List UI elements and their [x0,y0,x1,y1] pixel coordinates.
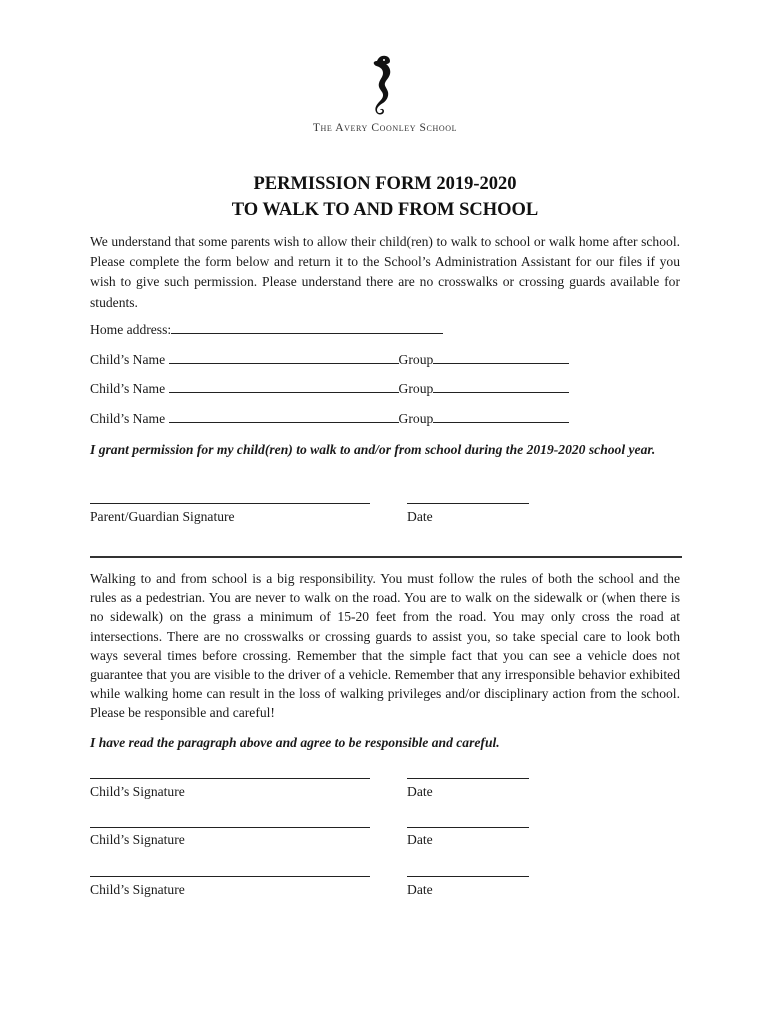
child-row-3 [90,409,569,427]
form-title-line-1: PERMISSION FORM 2019-2020 [253,174,517,194]
child-date-label-2: Date [407,832,433,847]
parent-signature-line[interactable] [90,503,370,504]
child-name-label: Child’s Name [90,411,166,426]
form-title-line-2: TO WALK TO AND FROM SCHOOL [231,200,539,220]
child-row-2 [90,379,569,397]
walking-rules-paragraph: Walking to and from school is a big responsibility. You must follow the rules of both the school and the rules as a pedestrian. You are never to walk on the road. You are to walk on the sidewalk or (when there is no sidewalk) on the grass a minimum of 15-20 feet from the road. You may only cross the road at intersections. There are no crosswalks or crossing guards to assist you, so take special care to look both ways several times before crossing. Remember that the simple fact that you can see a vehicle does not guarantee that you are visible to the driver of a vehicle. Remember that any irresponsible behavior exhibited while walking home can result in the loss of walking privileges and/or disciplinary action from the school. Please be responsible and careful! [90,571,680,721]
agree-statement: I have read the paragraph above and agree to be responsible and careful. [90,735,500,750]
group-label: Group [398,381,434,396]
child-date-label-3: Date [407,882,433,897]
intro-paragraph: We understand that some parents wish to allow their child(ren) to walk to school or walk home after school. Please complete the form below and return it to the School’s Administration Assistant for our files if you wish to give such permission. Please understand there are no crosswalks or crossing guards available for students. [90,234,680,310]
child-name-field-3[interactable] [169,409,399,423]
child-date-line-1[interactable] [407,778,529,779]
child-signature-line-1[interactable] [90,778,370,779]
school-name: The Avery Coonley School [312,122,458,134]
child-name-label: Child’s Name [90,381,166,396]
child-date-line-3[interactable] [407,876,529,877]
group-field-2[interactable] [433,379,569,393]
child-date-line-2[interactable] [407,827,529,828]
section-divider [90,556,682,558]
group-label: Group [398,411,434,426]
group-label: Group [398,352,434,367]
home-address-label: Home address: [90,322,172,337]
grant-permission-statement: I grant permission for my child(ren) to walk to and/or from school during the 2019-2020 school year. [90,442,656,457]
child-signature-label-3: Child’s Signature [90,882,185,897]
child-name-label: Child’s Name [90,352,166,367]
child-signature-line-3[interactable] [90,876,370,877]
home-address-field[interactable] [171,320,443,334]
child-signature-label-1: Child’s Signature [90,784,185,799]
home-address-row [90,320,443,338]
group-field-1[interactable] [433,350,569,364]
child-name-field-2[interactable] [169,379,399,393]
parent-date-line[interactable] [407,503,529,504]
parent-date-label: Date [407,509,433,524]
group-field-3[interactable] [433,409,569,423]
seahorse-logo-icon [368,54,400,116]
child-signature-label-2: Child’s Signature [90,832,185,847]
child-signature-line-2[interactable] [90,827,370,828]
child-date-label-1: Date [407,784,433,799]
child-row-1 [90,350,569,368]
parent-signature-label: Parent/Guardian Signature [90,509,235,524]
child-name-field-1[interactable] [169,350,399,364]
